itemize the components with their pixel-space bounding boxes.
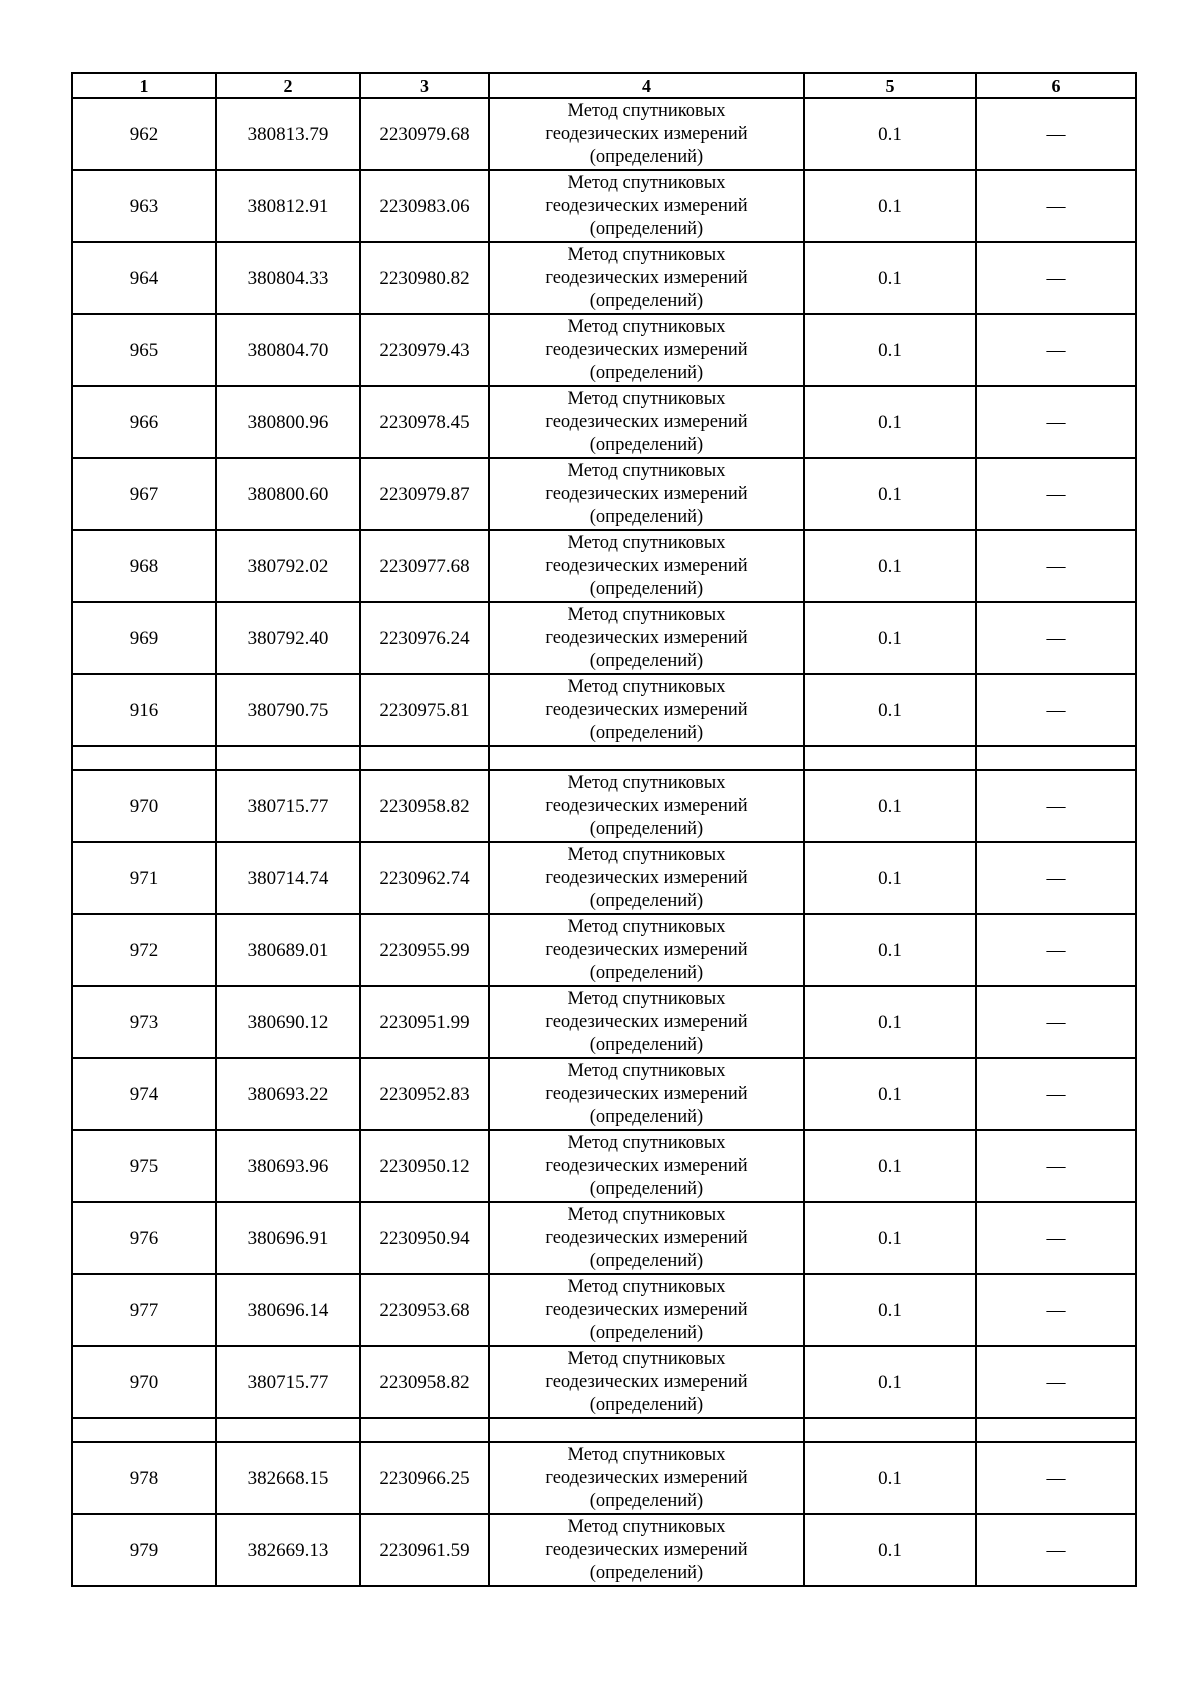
- point-number-cell: 974: [72, 1058, 216, 1130]
- table-row: [72, 1346, 1136, 1418]
- dash-mark: —: [1046, 123, 1066, 145]
- dash-mark: —: [1046, 1467, 1066, 1489]
- accuracy-cell: 0.1: [804, 770, 976, 842]
- accuracy-cell: 0.1: [804, 674, 976, 746]
- method-text-line: Метод спутниковых: [567, 1276, 726, 1297]
- method-text-line: Метод спутниковых: [567, 388, 726, 409]
- dash-mark: —: [1046, 195, 1066, 217]
- empty-cell: [360, 1418, 489, 1442]
- method-text-line: (определений): [589, 1394, 704, 1415]
- point-number-cell: 972: [72, 914, 216, 986]
- note-cell: [976, 458, 1136, 530]
- accuracy-cell: 0.1: [804, 386, 976, 458]
- method-text-line: Метод спутниковых: [567, 1204, 726, 1225]
- note-cell: [976, 386, 1136, 458]
- note-cell: [976, 1058, 1136, 1130]
- note-cell: [976, 770, 1136, 842]
- point-number-cell: 964: [72, 242, 216, 314]
- method-cell: [489, 1058, 804, 1130]
- header-col-2: 2: [216, 73, 360, 98]
- x-coordinate-cell: 380689.01: [216, 914, 360, 986]
- method-text-line: Метод спутниковых: [567, 844, 726, 865]
- point-number-cell: 916: [72, 674, 216, 746]
- method-text-line: (определений): [589, 722, 704, 743]
- method-text-line: (определений): [589, 1178, 704, 1199]
- dash-mark: —: [1046, 483, 1066, 505]
- dash-mark: —: [1046, 1539, 1066, 1561]
- method-cell: [489, 674, 804, 746]
- dash-mark: —: [1046, 795, 1066, 817]
- method-text-line: геодезических измерений: [545, 123, 748, 144]
- point-number-cell: 968: [72, 530, 216, 602]
- accuracy-cell: 0.1: [804, 1514, 976, 1586]
- method-cell: [489, 1514, 804, 1586]
- note-cell: [976, 914, 1136, 986]
- note-cell: [976, 1130, 1136, 1202]
- table-row: [72, 986, 1136, 1058]
- method-cell: [489, 314, 804, 386]
- y-coordinate-cell: 2230952.83: [360, 1058, 489, 1130]
- accuracy-cell: 0.1: [804, 1274, 976, 1346]
- point-number-cell: 965: [72, 314, 216, 386]
- dash-mark: —: [1046, 1155, 1066, 1177]
- method-text-line: геодезических измерений: [545, 483, 748, 504]
- accuracy-cell: 0.1: [804, 1058, 976, 1130]
- accuracy-cell: 0.1: [804, 530, 976, 602]
- method-cell: [489, 242, 804, 314]
- y-coordinate-cell: 2230966.25: [360, 1442, 489, 1514]
- method-text-line: геодезических измерений: [545, 555, 748, 576]
- method-cell: [489, 770, 804, 842]
- y-coordinate-cell: 2230980.82: [360, 242, 489, 314]
- y-coordinate-cell: 2230983.06: [360, 170, 489, 242]
- method-text-line: геодезических измерений: [545, 699, 748, 720]
- method-text-line: (определений): [589, 146, 704, 167]
- method-text-line: геодезических измерений: [545, 267, 748, 288]
- note-cell: [976, 170, 1136, 242]
- accuracy-cell: 0.1: [804, 242, 976, 314]
- method-text-line: Метод спутниковых: [567, 604, 726, 625]
- coordinates-table: [71, 72, 1137, 1587]
- note-cell: [976, 242, 1136, 314]
- method-text-line: Метод спутниковых: [567, 1132, 726, 1153]
- accuracy-cell: 0.1: [804, 1346, 976, 1418]
- method-text-line: Метод спутниковых: [567, 1444, 726, 1465]
- point-number-cell: 973: [72, 986, 216, 1058]
- note-cell: [976, 1202, 1136, 1274]
- point-number-cell: 962: [72, 98, 216, 170]
- table-row: [72, 1274, 1136, 1346]
- table-row: [72, 1442, 1136, 1514]
- note-cell: [976, 674, 1136, 746]
- dash-mark: —: [1046, 939, 1066, 961]
- y-coordinate-cell: 2230950.94: [360, 1202, 489, 1274]
- dash-mark: —: [1046, 627, 1066, 649]
- method-text-line: Метод спутниковых: [567, 1060, 726, 1081]
- dash-mark: —: [1046, 867, 1066, 889]
- note-cell: [976, 1346, 1136, 1418]
- y-coordinate-cell: 2230953.68: [360, 1274, 489, 1346]
- note-cell: [976, 98, 1136, 170]
- table-row: [72, 1514, 1136, 1586]
- accuracy-cell: 0.1: [804, 314, 976, 386]
- dash-mark: —: [1046, 339, 1066, 361]
- table-row: [72, 1058, 1136, 1130]
- y-coordinate-cell: 2230958.82: [360, 770, 489, 842]
- accuracy-cell: 0.1: [804, 602, 976, 674]
- x-coordinate-cell: 380715.77: [216, 1346, 360, 1418]
- point-number-cell: 970: [72, 770, 216, 842]
- method-text-line: Метод спутниковых: [567, 772, 726, 793]
- method-text-line: (определений): [589, 1250, 704, 1271]
- method-text-line: геодезических измерений: [545, 795, 748, 816]
- empty-cell: [72, 746, 216, 770]
- method-text-line: (определений): [589, 962, 704, 983]
- method-text-line: (определений): [589, 362, 704, 383]
- y-coordinate-cell: 2230962.74: [360, 842, 489, 914]
- method-cell: [489, 1274, 804, 1346]
- point-number-cell: 978: [72, 1442, 216, 1514]
- note-cell: [976, 1442, 1136, 1514]
- point-number-cell: 966: [72, 386, 216, 458]
- method-text-line: (определений): [589, 1034, 704, 1055]
- header-row: [72, 73, 1136, 98]
- dash-mark: —: [1046, 1371, 1066, 1393]
- x-coordinate-cell: 380812.91: [216, 170, 360, 242]
- table-row: [72, 1202, 1136, 1274]
- x-coordinate-cell: 380714.74: [216, 842, 360, 914]
- method-text-line: Метод спутниковых: [567, 172, 726, 193]
- note-cell: [976, 530, 1136, 602]
- dash-mark: —: [1046, 699, 1066, 721]
- x-coordinate-cell: 380800.96: [216, 386, 360, 458]
- accuracy-cell: 0.1: [804, 458, 976, 530]
- header-col-6: 6: [976, 73, 1136, 98]
- empty-cell: [489, 746, 804, 770]
- dash-mark: —: [1046, 1011, 1066, 1033]
- method-text-line: геодезических измерений: [545, 1227, 748, 1248]
- accuracy-cell: 0.1: [804, 986, 976, 1058]
- header-col-1: 1: [72, 73, 216, 98]
- header-col-3: 3: [360, 73, 489, 98]
- dash-mark: —: [1046, 1083, 1066, 1105]
- method-text-line: Метод спутниковых: [567, 100, 726, 121]
- y-coordinate-cell: 2230979.68: [360, 98, 489, 170]
- x-coordinate-cell: 380690.12: [216, 986, 360, 1058]
- empty-cell: [216, 1418, 360, 1442]
- x-coordinate-cell: 380800.60: [216, 458, 360, 530]
- note-cell: [976, 1514, 1136, 1586]
- note-cell: [976, 314, 1136, 386]
- method-text-line: геодезических измерений: [545, 867, 748, 888]
- method-cell: [489, 1442, 804, 1514]
- empty-cell: [976, 746, 1136, 770]
- empty-cell: [216, 746, 360, 770]
- table-row: [72, 314, 1136, 386]
- method-cell: [489, 1346, 804, 1418]
- header-col-4: 4: [489, 73, 804, 98]
- y-coordinate-cell: 2230955.99: [360, 914, 489, 986]
- method-cell: [489, 98, 804, 170]
- table-row: [72, 602, 1136, 674]
- accuracy-cell: 0.1: [804, 1130, 976, 1202]
- method-cell: [489, 386, 804, 458]
- note-cell: [976, 602, 1136, 674]
- y-coordinate-cell: 2230978.45: [360, 386, 489, 458]
- point-number-cell: 970: [72, 1346, 216, 1418]
- table-row: [72, 914, 1136, 986]
- table-row: [72, 242, 1136, 314]
- y-coordinate-cell: 2230951.99: [360, 986, 489, 1058]
- point-number-cell: 977: [72, 1274, 216, 1346]
- accuracy-cell: 0.1: [804, 98, 976, 170]
- method-text-line: Метод спутниковых: [567, 244, 726, 265]
- empty-cell: [360, 746, 489, 770]
- method-cell: [489, 1202, 804, 1274]
- x-coordinate-cell: 380790.75: [216, 674, 360, 746]
- x-coordinate-cell: 380792.02: [216, 530, 360, 602]
- table-row: [72, 674, 1136, 746]
- dash-mark: —: [1046, 267, 1066, 289]
- table-row: [72, 98, 1136, 170]
- point-number-cell: 979: [72, 1514, 216, 1586]
- method-text-line: геодезических измерений: [545, 627, 748, 648]
- method-text-line: геодезических измерений: [545, 1155, 748, 1176]
- method-text-line: геодезических измерений: [545, 1539, 748, 1560]
- method-text-line: Метод спутниковых: [567, 1516, 726, 1537]
- x-coordinate-cell: 380804.33: [216, 242, 360, 314]
- header-col-5: 5: [804, 73, 976, 98]
- y-coordinate-cell: 2230979.43: [360, 314, 489, 386]
- empty-cell: [804, 746, 976, 770]
- method-cell: [489, 842, 804, 914]
- method-text-line: (определений): [589, 218, 704, 239]
- table-header: [72, 73, 1136, 98]
- y-coordinate-cell: 2230976.24: [360, 602, 489, 674]
- x-coordinate-cell: 382668.15: [216, 1442, 360, 1514]
- method-text-line: (определений): [589, 506, 704, 527]
- method-cell: [489, 914, 804, 986]
- x-coordinate-cell: 380696.91: [216, 1202, 360, 1274]
- method-text-line: геодезических измерений: [545, 1011, 748, 1032]
- x-coordinate-cell: 380696.14: [216, 1274, 360, 1346]
- method-text-line: геодезических измерений: [545, 1467, 748, 1488]
- method-cell: [489, 1130, 804, 1202]
- table-row: [72, 458, 1136, 530]
- method-text-line: (определений): [589, 290, 704, 311]
- method-text-line: (определений): [589, 434, 704, 455]
- accuracy-cell: 0.1: [804, 914, 976, 986]
- method-text-line: геодезических измерений: [545, 339, 748, 360]
- method-text-line: (определений): [589, 1562, 704, 1583]
- method-text-line: геодезических измерений: [545, 1299, 748, 1320]
- method-text-line: Метод спутниковых: [567, 676, 726, 697]
- table-row: [72, 530, 1136, 602]
- table-row: [72, 1130, 1136, 1202]
- method-text-line: Метод спутниковых: [567, 460, 726, 481]
- empty-cell: [72, 1418, 216, 1442]
- method-text-line: Метод спутниковых: [567, 1348, 726, 1369]
- empty-cell: [489, 1418, 804, 1442]
- method-cell: [489, 530, 804, 602]
- table-body: [72, 98, 1136, 1586]
- dash-mark: —: [1046, 1299, 1066, 1321]
- note-cell: [976, 1274, 1136, 1346]
- table-row: [72, 386, 1136, 458]
- method-text-line: (определений): [589, 890, 704, 911]
- method-text-line: (определений): [589, 1490, 704, 1511]
- accuracy-cell: 0.1: [804, 1442, 976, 1514]
- dash-mark: —: [1046, 555, 1066, 577]
- point-number-cell: 967: [72, 458, 216, 530]
- accuracy-cell: 0.1: [804, 1202, 976, 1274]
- accuracy-cell: 0.1: [804, 170, 976, 242]
- dash-mark: —: [1046, 411, 1066, 433]
- x-coordinate-cell: 380813.79: [216, 98, 360, 170]
- x-coordinate-cell: 380693.22: [216, 1058, 360, 1130]
- note-cell: [976, 842, 1136, 914]
- dash-mark: —: [1046, 1227, 1066, 1249]
- y-coordinate-cell: 2230961.59: [360, 1514, 489, 1586]
- method-cell: [489, 986, 804, 1058]
- y-coordinate-cell: 2230975.81: [360, 674, 489, 746]
- table-row: [72, 170, 1136, 242]
- method-text-line: геодезических измерений: [545, 411, 748, 432]
- table-row: [72, 770, 1136, 842]
- x-coordinate-cell: 382669.13: [216, 1514, 360, 1586]
- point-number-cell: 963: [72, 170, 216, 242]
- point-number-cell: 976: [72, 1202, 216, 1274]
- method-cell: [489, 170, 804, 242]
- method-cell: [489, 602, 804, 674]
- table-row: [72, 842, 1136, 914]
- y-coordinate-cell: 2230950.12: [360, 1130, 489, 1202]
- empty-cell: [804, 1418, 976, 1442]
- x-coordinate-cell: 380792.40: [216, 602, 360, 674]
- method-cell: [489, 458, 804, 530]
- accuracy-cell: 0.1: [804, 842, 976, 914]
- method-text-line: (определений): [589, 1106, 704, 1127]
- method-text-line: (определений): [589, 650, 704, 671]
- empty-cell: [976, 1418, 1136, 1442]
- method-text-line: Метод спутниковых: [567, 988, 726, 1009]
- method-text-line: (определений): [589, 818, 704, 839]
- x-coordinate-cell: 380804.70: [216, 314, 360, 386]
- point-number-cell: 975: [72, 1130, 216, 1202]
- method-text-line: (определений): [589, 1322, 704, 1343]
- method-text-line: геодезических измерений: [545, 939, 748, 960]
- method-text-line: геодезических измерений: [545, 1083, 748, 1104]
- method-text-line: геодезических измерений: [545, 195, 748, 216]
- note-cell: [976, 986, 1136, 1058]
- y-coordinate-cell: 2230977.68: [360, 530, 489, 602]
- y-coordinate-cell: 2230979.87: [360, 458, 489, 530]
- method-text-line: геодезических измерений: [545, 1371, 748, 1392]
- spacer-row: [72, 1418, 1136, 1442]
- method-text-line: Метод спутниковых: [567, 316, 726, 337]
- x-coordinate-cell: 380715.77: [216, 770, 360, 842]
- y-coordinate-cell: 2230958.82: [360, 1346, 489, 1418]
- x-coordinate-cell: 380693.96: [216, 1130, 360, 1202]
- point-number-cell: 971: [72, 842, 216, 914]
- point-number-cell: 969: [72, 602, 216, 674]
- method-text-line: Метод спутниковых: [567, 532, 726, 553]
- spacer-row: [72, 746, 1136, 770]
- method-text-line: (определений): [589, 578, 704, 599]
- method-text-line: Метод спутниковых: [567, 916, 726, 937]
